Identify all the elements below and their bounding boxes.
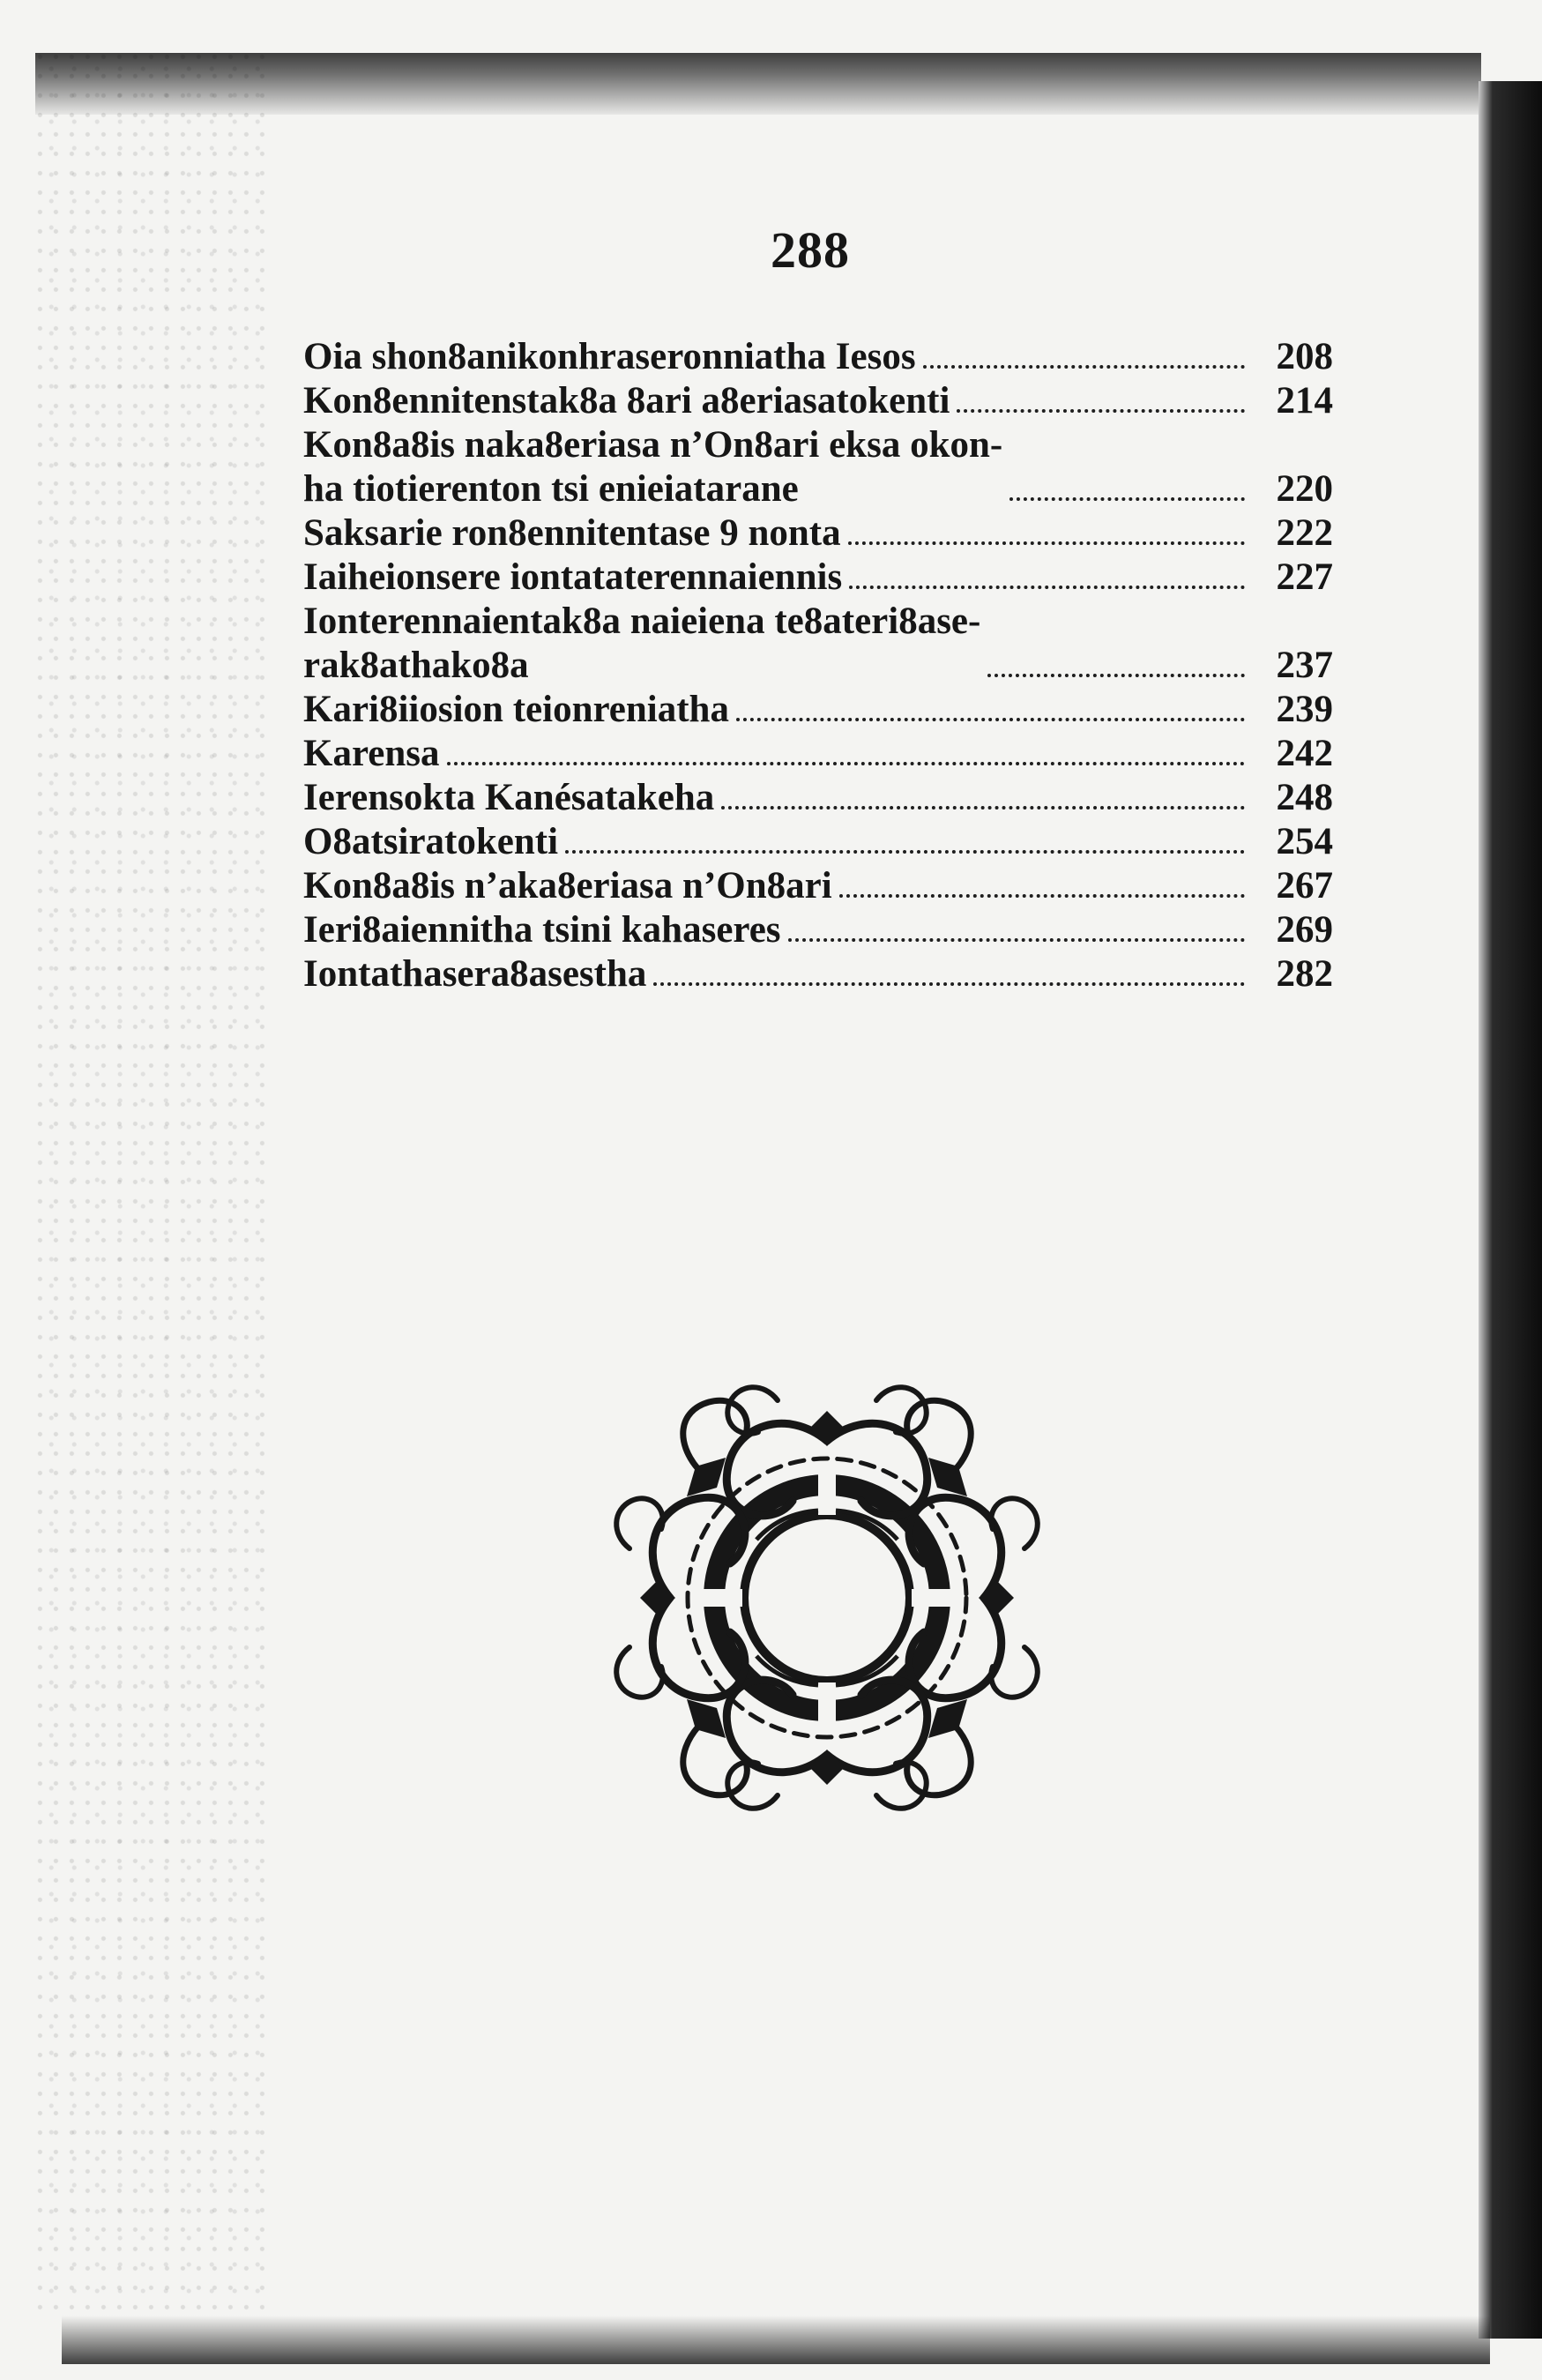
toc-entry-page-number: 208 bbox=[1276, 336, 1333, 377]
decorative-ornament-graphic bbox=[598, 1369, 1056, 1827]
dotted-leader bbox=[848, 541, 1245, 545]
dotted-leader bbox=[849, 586, 1245, 589]
toc-entry-title-area bbox=[303, 511, 1250, 556]
toc-entry-title-area bbox=[303, 732, 1250, 776]
toc-entry bbox=[303, 864, 1335, 908]
right-book-binding bbox=[1479, 81, 1542, 2339]
toc-entry bbox=[303, 820, 1335, 864]
toc-entry bbox=[303, 732, 1335, 776]
toc-entry bbox=[303, 335, 1335, 379]
toc-entry-page-number: 269 bbox=[1276, 909, 1333, 951]
toc-entry-title: Kon8a8is naka8eriasa n’On8ari eksa okon- ha tiotierenton tsi enieiatarane bbox=[303, 424, 1003, 510]
dotted-leader bbox=[565, 850, 1245, 854]
toc-entry-title: Ierensokta Kanésatakeha bbox=[303, 777, 715, 818]
toc-entry-page-number: 220 bbox=[1276, 468, 1333, 510]
toc-entry bbox=[303, 556, 1335, 600]
toc-entry-title: Oia shon8anikonhraseronniatha Iesos bbox=[303, 336, 916, 377]
dotted-leader bbox=[447, 762, 1246, 765]
dotted-leader bbox=[987, 674, 1245, 677]
toc-entry-title-area bbox=[303, 908, 1250, 952]
toc-entry-title: Kon8a8is n’aka8eriasa n’On8ari bbox=[303, 865, 832, 906]
toc-entry bbox=[303, 776, 1335, 820]
left-paper-noise bbox=[35, 53, 264, 2310]
toc-entry-page-number: 248 bbox=[1276, 777, 1333, 818]
dotted-leader bbox=[788, 938, 1245, 942]
dotted-leader bbox=[957, 409, 1245, 413]
toc-entry-page-number: 222 bbox=[1276, 512, 1333, 554]
toc-entry bbox=[303, 600, 1335, 688]
toc-entry-title-area bbox=[303, 423, 1250, 511]
toc-entry-title-area bbox=[303, 952, 1250, 996]
toc-entry bbox=[303, 952, 1335, 996]
dotted-leader bbox=[839, 894, 1245, 898]
dotted-leader bbox=[721, 806, 1245, 809]
toc-entry-page-number: 237 bbox=[1276, 645, 1333, 686]
page-number: 288 bbox=[771, 221, 850, 279]
toc-entry bbox=[303, 423, 1335, 511]
toc-entry-page-number: 242 bbox=[1276, 733, 1333, 774]
toc-entry-title: Karensa bbox=[303, 733, 440, 774]
toc-entry-title-area bbox=[303, 335, 1250, 379]
toc-entry-page-number: 239 bbox=[1276, 689, 1333, 730]
toc-entry-title: Ieri8aiennitha tsini kahaseres bbox=[303, 909, 781, 951]
floral-wreath-icon bbox=[598, 1369, 1056, 1827]
toc-entry bbox=[303, 379, 1335, 423]
toc-entry-page-number: 267 bbox=[1276, 865, 1333, 906]
dotted-leader bbox=[923, 365, 1245, 369]
toc-entry-title-area bbox=[303, 864, 1250, 908]
toc-entry-page-number: 214 bbox=[1276, 380, 1333, 422]
toc-entry-title: Iaiheionsere iontataterennaiennis bbox=[303, 556, 843, 598]
toc-entry-title-area bbox=[303, 776, 1250, 820]
toc-entry-page-number: 282 bbox=[1276, 953, 1333, 995]
table-of-contents bbox=[303, 335, 1335, 996]
toc-entry-title-area bbox=[303, 820, 1250, 864]
toc-entry-title-area bbox=[303, 379, 1250, 423]
toc-entry bbox=[303, 908, 1335, 952]
dotted-leader bbox=[1009, 497, 1245, 501]
dotted-leader bbox=[736, 718, 1245, 721]
toc-entry-title: Ionterennaientak8a naieiena te8ateri8ase- rak8athako8a bbox=[303, 601, 981, 686]
toc-entry-page-number: 254 bbox=[1276, 821, 1333, 862]
toc-entry-title: Kari8iiosion teionreniatha bbox=[303, 689, 729, 730]
toc-entry-title: Kon8ennitenstak8a 8ari a8eriasatokenti bbox=[303, 380, 950, 422]
bottom-page-edge-shadow bbox=[62, 2316, 1490, 2364]
toc-entry-title: Saksarie ron8ennitentase 9 nonta bbox=[303, 512, 841, 554]
toc-entry bbox=[303, 511, 1335, 556]
toc-entry-title: O8atsiratokenti bbox=[303, 821, 559, 862]
dotted-leader bbox=[653, 982, 1245, 986]
toc-entry-title-area bbox=[303, 688, 1250, 732]
toc-entry bbox=[303, 688, 1335, 732]
toc-entry-title: Iontathasera8asestha bbox=[303, 953, 647, 995]
toc-entry-title-area bbox=[303, 600, 1250, 688]
toc-entry-page-number: 227 bbox=[1276, 556, 1333, 598]
toc-entry-title-area bbox=[303, 556, 1250, 600]
